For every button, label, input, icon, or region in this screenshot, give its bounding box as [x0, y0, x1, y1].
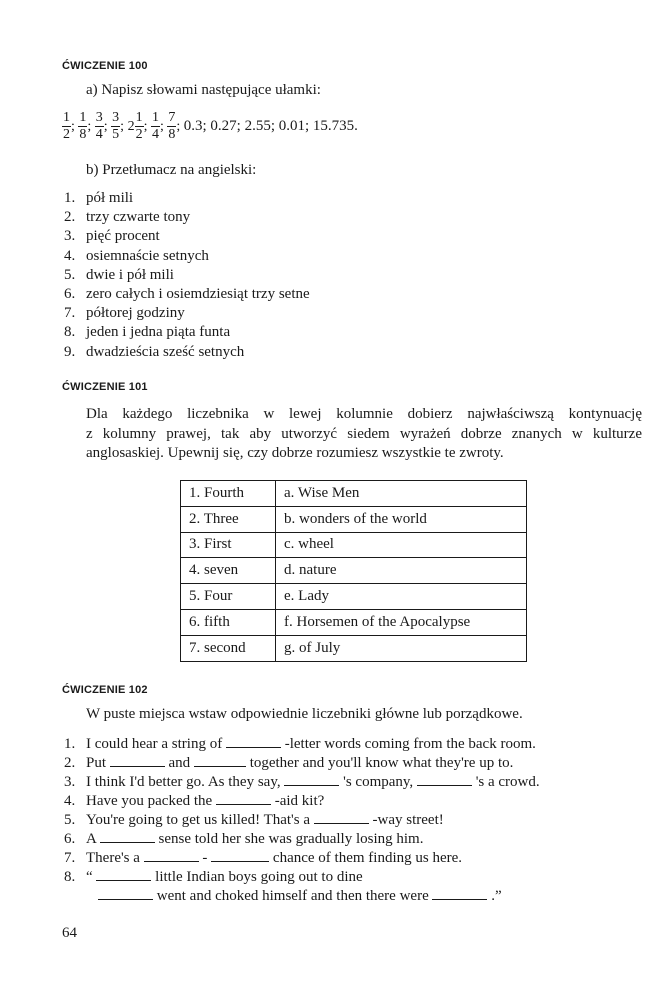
continuation-cell: f. Horsemen of the Apocalypse: [276, 609, 527, 635]
fraction-numerator: 1: [135, 110, 143, 125]
fraction-numerator: 3: [112, 110, 120, 125]
table-row: [181, 532, 527, 558]
list-number: 3.: [64, 228, 76, 245]
list-number: 1.: [64, 190, 76, 206]
list-item: [64, 323, 310, 342]
list-text: jeden i jedna piąta funta: [86, 324, 231, 341]
blank-field[interactable]: [194, 755, 246, 767]
fraction-denominator: 2: [135, 127, 143, 142]
numeral-cell: 5. Four: [181, 584, 276, 610]
table-row: [181, 481, 527, 507]
list-text: trzy czwarte tony: [86, 209, 191, 226]
exercise-100-part-a-label: a) Napisz słowami następujące ułamki:: [86, 82, 321, 98]
sentence-1: 1. I could hear a string of -letter words coming from the back room.: [64, 736, 536, 752]
list-number: 5.: [64, 266, 76, 283]
list-number: 4.: [64, 247, 76, 264]
fraction-denominator: 4: [151, 127, 159, 142]
sentence-4: 4. Have you packed the -aid kit?: [64, 793, 325, 809]
fraction-denominator: 5: [112, 127, 120, 142]
list-number: 7.: [64, 305, 76, 322]
continuation-cell: a. Wise Men: [276, 481, 527, 507]
list-text: zero całych i osiemdziesiąt trzy setne: [86, 285, 310, 302]
blank-field[interactable]: [216, 793, 271, 805]
exercise-100-title: ĆWICZENIE 100: [62, 60, 148, 72]
exercise-101-instructions: [86, 405, 642, 464]
list-item: [64, 285, 310, 304]
table-row: [181, 506, 527, 532]
exercise-102-title: ĆWICZENIE 102: [62, 684, 148, 696]
fraction-line: [62, 111, 358, 142]
list-number: 2.: [64, 209, 76, 226]
sentence-8-continuation: went and choked himself and then there were .”: [98, 888, 502, 905]
blank-field[interactable]: [144, 850, 199, 862]
fraction-whole: 2: [127, 118, 135, 134]
separator: ;: [159, 118, 168, 134]
exercise-100-part-b-label: b) Przetłumacz na angielski:: [86, 162, 257, 178]
translation-list: [64, 189, 310, 362]
fraction-numerator: 1: [79, 110, 87, 125]
separator: ;: [143, 118, 151, 134]
fraction-numerator: 1: [151, 110, 159, 125]
sentence-8: 8. “ little Indian boys going out to dine: [64, 869, 363, 885]
numeral-cell: 2. Three: [181, 506, 276, 532]
blank-field[interactable]: [110, 755, 165, 767]
exercise-102-instructions: W puste miejsca wstaw odpowiednie liczebniki główne lub porządkowe.: [86, 706, 523, 722]
fraction: [167, 111, 176, 142]
fraction-numerator: 3: [95, 110, 103, 125]
table-row: [181, 584, 527, 610]
fraction-numerator: 1: [63, 110, 70, 125]
fraction-numerator: 7: [168, 110, 176, 125]
list-number: 9.: [64, 343, 76, 360]
list-text: pół mili: [86, 190, 134, 206]
blank-field[interactable]: [432, 888, 487, 900]
numeral-cell: 4. seven: [181, 558, 276, 584]
list-item: [64, 227, 310, 246]
numeral-cell: 3. First: [181, 532, 276, 558]
blank-field[interactable]: [100, 831, 155, 843]
separator: ;: [176, 118, 184, 134]
continuation-cell: c. wheel: [276, 532, 527, 558]
fraction-denominator: 2: [63, 127, 70, 142]
blank-field[interactable]: [417, 774, 472, 786]
separator: ;: [120, 118, 128, 134]
list-item: [64, 189, 310, 208]
sentence-7: 7. There's a - chance of them finding us here.: [64, 850, 463, 866]
decimal-numbers: 0.3; 0.27; 2.55; 0.01; 15.735.: [183, 117, 358, 134]
instruction-line: z kolumny prawej, tak aby utworzyć siedem wyrażeń dobrze znanych w kulturze: [86, 425, 642, 442]
exercise-101-title: ĆWICZENIE 101: [62, 381, 148, 393]
instruction-line: anglosaskiej. Upewnij się, czy dobrze rozumiesz wszystkie te zwroty.: [86, 445, 504, 461]
list-number: 6.: [64, 285, 76, 302]
matching-table: [180, 480, 527, 662]
blank-field[interactable]: [96, 869, 151, 881]
fraction-denominator: 4: [95, 127, 103, 142]
instruction-line: Dla każdego liczebnika w lewej kolumnie dobierz najwłaściwszą kontynuację: [86, 406, 642, 422]
numeral-cell: 7. second: [181, 635, 276, 661]
fraction-denominator: 8: [79, 127, 87, 142]
list-item: [64, 343, 310, 362]
numeral-cell: 6. fifth: [181, 609, 276, 635]
fraction: [62, 111, 71, 142]
table-row: [181, 558, 527, 584]
continuation-cell: g. of July: [276, 635, 527, 661]
blank-field[interactable]: [226, 736, 281, 748]
fraction: [95, 111, 104, 142]
list-text: dwadzieścia sześć setnych: [86, 343, 245, 360]
separator: ;: [103, 118, 112, 134]
list-item: [64, 208, 310, 227]
separator: ;: [87, 118, 95, 134]
list-item: [64, 266, 310, 285]
blank-field[interactable]: [314, 812, 369, 824]
sentence-2: 2. Put and together and you'll know what they're up to.: [64, 755, 514, 771]
continuation-cell: e. Lady: [276, 584, 527, 610]
sentence-3: 3. I think I'd better go. As they say, 's company, 's a crowd.: [64, 774, 540, 790]
fraction: [135, 111, 144, 142]
continuation-cell: b. wonders of the world: [276, 506, 527, 532]
list-text: półtorej godziny: [86, 305, 185, 322]
fraction-denominator: 8: [168, 127, 176, 142]
sentence-6: 6. A sense told her she was gradually losing him.: [64, 831, 424, 847]
blank-field[interactable]: [211, 850, 269, 862]
continuation-cell: d. nature: [276, 558, 527, 584]
list-text: osiemnaście setnych: [86, 247, 209, 264]
list-item: [64, 304, 310, 323]
list-number: 8.: [64, 324, 76, 341]
list-item: [64, 247, 310, 266]
list-text: pięć procent: [86, 228, 160, 245]
blank-field[interactable]: [284, 774, 339, 786]
fraction: [111, 111, 120, 142]
sentence-5: 5. You're going to get us killed! That's a -way street!: [64, 812, 444, 828]
list-text: dwie i pół mili: [86, 266, 174, 283]
blank-field[interactable]: [98, 888, 153, 900]
page-number: 64: [62, 925, 77, 941]
numeral-cell: 1. Fourth: [181, 481, 276, 507]
fraction: [151, 111, 160, 142]
table-row: [181, 635, 527, 661]
separator: ;: [71, 118, 79, 134]
table-row: [181, 609, 527, 635]
